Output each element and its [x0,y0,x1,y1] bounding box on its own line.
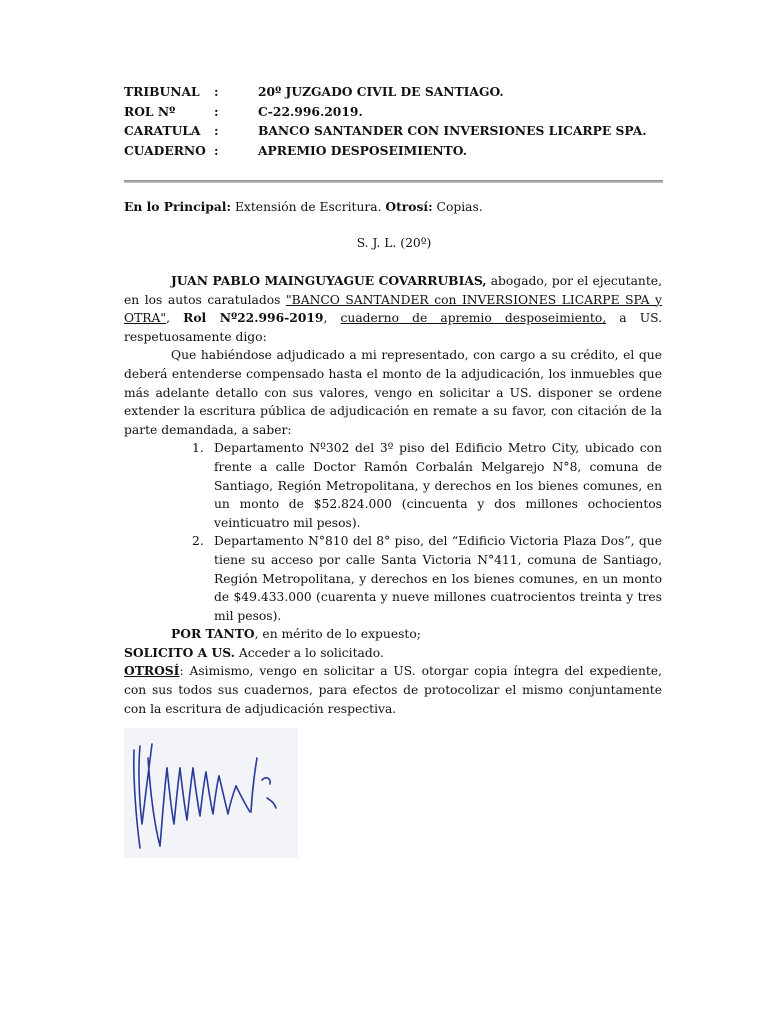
intro-text: , [323,311,341,326]
signature-image [124,728,298,858]
header-label: CUADERNO [124,142,206,158]
header-divider [124,180,663,183]
addressee: S. J. L. (20º) [356,236,432,250]
header-row-rol [124,102,647,122]
otrosi-paragraph [124,662,662,718]
header-value: C-22.996.2019. [258,103,363,119]
document-summary [124,198,662,217]
header-row-cuaderno [124,141,647,161]
header-separator: : [214,123,219,139]
header-label: CARATULA [124,123,201,139]
list-item-text: Departamento Nº302 del 3º piso del Edificio Metro City, ubicado con frente a calle Doctor Ramón Corbalán Melgarejo N°8, comuna de Santiago, Región Metropolitana, y derechos en los bienes comunes, en un monto de $52.824.000 (cincuenta y dos millones ochocientos veinticuatro mil pesos). [214,441,662,530]
list-number: 1. [192,441,204,456]
header-separator: : [214,84,219,99]
case-header [124,82,647,160]
principal-text: Extensión de Escritura. [231,200,386,214]
property-list [124,439,662,625]
list-number: 2. [192,534,204,549]
header-separator: : [214,142,219,158]
solicito-label: SOLICITO A US. [124,644,235,660]
otrosi-label: OTROSÍ [124,663,180,679]
handwritten-signature-icon [124,728,298,858]
request-paragraph: Que habiéndose adjudicado a mi representado, con cargo a su crédito, el que deberá entenderse compensado hasta el monto de la adjudicación, los inmuebles que más adelante detallo con sus valores, vengo en solicitar a US. disponer se ordene extender la escritura pública de adjudicación en remate a su favor, con citación de la parte demandada, a saber: [124,348,662,437]
otrosi-summary-text: Copias. [432,200,483,214]
header-separator: : [214,103,219,119]
header-row-caratula [124,121,647,141]
intro-text: , [166,311,184,326]
otrosi-summary-label: Otrosí: [385,199,433,214]
header-value: BANCO SANTANDER CON INVERSIONES LICARPE SPA. [258,123,647,139]
intro-text: a US. respetuosamente digo: [124,311,662,344]
list-item [124,532,662,625]
list-item [124,439,662,532]
otrosi-text: : Asimismo, vengo en solicitar a US. otorgar copia íntegra del expediente, con sus todos sus cuadernos, para efectos de protocolizar el mismo conjuntamente con la escritura de adjudicación respectiva. [124,664,662,716]
header-label: ROL Nº [124,103,176,119]
intro-paragraph [124,272,662,346]
intro-text: abogado, por el ejecutante, en los autos caratulados [124,274,662,307]
header-value: 20º JUZGADO CIVIL DE SANTIAGO. [258,84,504,99]
solicito-text: Acceder a lo solicitado. [234,645,384,660]
list-item-text: Departamento N°810 del 8° piso, del “Edificio Victoria Plaza Dos”, que tiene su acceso por calle Santa Victoria N°411, comuna de Santiago, Región Metropolitana, y derechos en los bienes comunes, en un monto de $49.433.000 (cuarenta y nueve millones cuatrocientos treinta y tres mil pesos). [214,534,662,623]
por-tanto-text: , en mérito de lo expuesto; [254,627,421,642]
principal-label: En lo Principal: [124,199,232,214]
por-tanto-label: POR TANTO [171,626,255,642]
lawyer-name: JUAN PABLO MAINGUYAGUE COVARRUBIAS, [171,273,487,288]
header-label: TRIBUNAL [124,84,200,99]
case-notebook: cuaderno de apremio desposeimiento, [340,311,607,326]
por-tanto-paragraph [124,625,662,644]
header-row-tribunal [124,82,647,102]
case-caption: "BANCO SANTANDER con INVERSIONES LICARPE SPA y OTRA" [124,292,662,326]
solicito-paragraph [124,644,662,663]
document-body [124,272,662,718]
header-value: APREMIO DESPOSEIMIENTO. [258,142,468,158]
case-rol: Rol Nº22.996-2019 [183,310,324,326]
